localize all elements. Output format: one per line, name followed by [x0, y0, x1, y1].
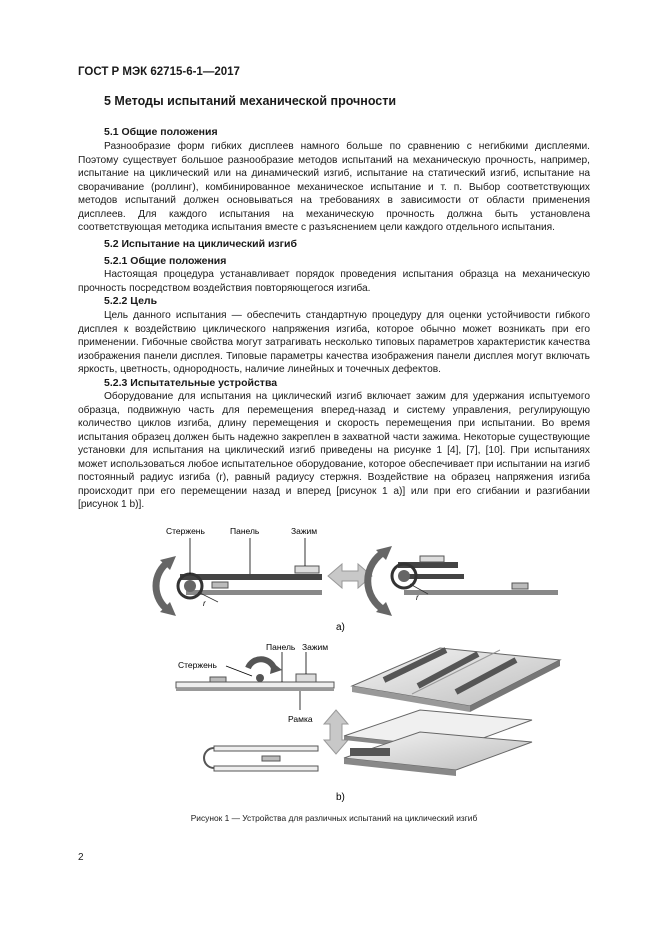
figure-a-right-apparatus — [368, 546, 558, 616]
heading-5-2: 5.2 Испытание на циклический изгиб — [104, 238, 297, 250]
section-title: 5 Методы испытаний механической прочности — [104, 94, 397, 108]
rotation-arrow-b — [248, 659, 274, 668]
heading-5-2-2: 5.2.2 Цель — [104, 295, 158, 307]
figure-1 — [0, 510, 661, 810]
document-header: ГОСТ Р МЭК 62715-6-1—2017 — [78, 66, 240, 78]
clamp-block — [295, 566, 319, 573]
heading-5-1: 5.1 Общие положения — [104, 126, 218, 138]
sublabel-b: b) — [336, 792, 345, 803]
figure-a-left-apparatus — [156, 556, 322, 616]
radius-symbol-right: r — [416, 593, 419, 602]
heading-5-2-3: 5.2.3 Испытательные устройства — [104, 377, 278, 389]
paragraph-5-2-1: Настоящая процедура устанавливает порядок проведения испытания образца на механическую прочность посредством воздействия повторяющегося изгиба. — [78, 269, 590, 294]
rotation-arrow-left — [156, 562, 168, 610]
paragraph-5-2-2: Цель данного испытания — обеспечить стандартную процедуру для оценки устойчивости гибкого дисплея к воздействию циклического напряжения изгиба, которое обычно может возникать при его применении. Гибочные свойства могут затрагивать несколько типовых параметров характеристик качества изображения панели дисплея. Типовые параметры качества изображения панели дисплея могут включать яркость, цветность, однородность, наличие линейных и точечных дефектов. — [78, 310, 590, 375]
label-rod-b: Стержень — [178, 660, 217, 670]
paragraph-5-2-3: Оборудование для испытания на циклический изгиб включает зажим для удержания испытуемого образца, подвижную часть для перемещения вперед-назад и систему управления, регулирующую количество циклов изгиба, длину перемещения и скорость перемещения при испытании. Во время испытания образец должен быть надежно закреплен в захватной части зажима. Некоторые существующие установки для испытания на циклический изгиб приведены на рисунке 1 [4], [7], [10]. При испытаниях может использоваться любое испытательное оборудование, которое обеспечивает при испытании на изгиб постоянный радиус изгиба (r), равный радиусу стержня. Воздействие на образец напряжения изгиба происходит при его перемещении назад и вперед [рисунок 1 a)] или при его сгибании и разгибании [рисунок 1 b)]. — [78, 391, 590, 510]
page-number: 2 — [78, 852, 84, 863]
label-rod-a: Стержень — [166, 526, 205, 536]
label-panel-a: Панель — [230, 526, 260, 536]
double-arrow-vertical-icon — [324, 710, 348, 754]
figure-b-right-top-3d — [352, 648, 560, 712]
sublabel-a: a) — [336, 622, 345, 633]
radius-symbol-left: r — [203, 599, 206, 608]
figure-b-right-bottom-3d — [344, 710, 532, 776]
label-panel-b: Панель — [266, 642, 296, 652]
label-clamp-a: Зажим — [291, 526, 318, 536]
figure-caption: Рисунок 1 — Устройства для различных испытаний на циклический изгиб — [190, 813, 478, 823]
heading-5-2-1: 5.2.1 Общие положения — [104, 255, 227, 267]
label-frame-b: Рамка — [288, 714, 313, 724]
base-plate — [186, 590, 322, 595]
paragraph-5-1: Разнообразие форм гибких дисплеев намного больше по сравнению с негибкими дисплеями. Поэтому существует большое разнообразие методов испытаний на механическую прочность, например, испытание на циклический или на динамический изгиб, испытание на статический изгиб, испытание на сворачивание (роллинг), комбинированное механическое испытание и т. п. Выбор соответствующих методов испытаний должен основываться на требованиях в зависимости от области применения дисплеев. Для каждого испытания на механическую прочность должна быть установлена соответствующая методика испытания вместе с разъяснением цели каждого отдельного испытания. — [78, 141, 590, 233]
rotation-arrow-right — [368, 552, 384, 610]
label-clamp-b: Зажим — [302, 642, 329, 652]
figure-b-left-bottom — [204, 746, 318, 771]
